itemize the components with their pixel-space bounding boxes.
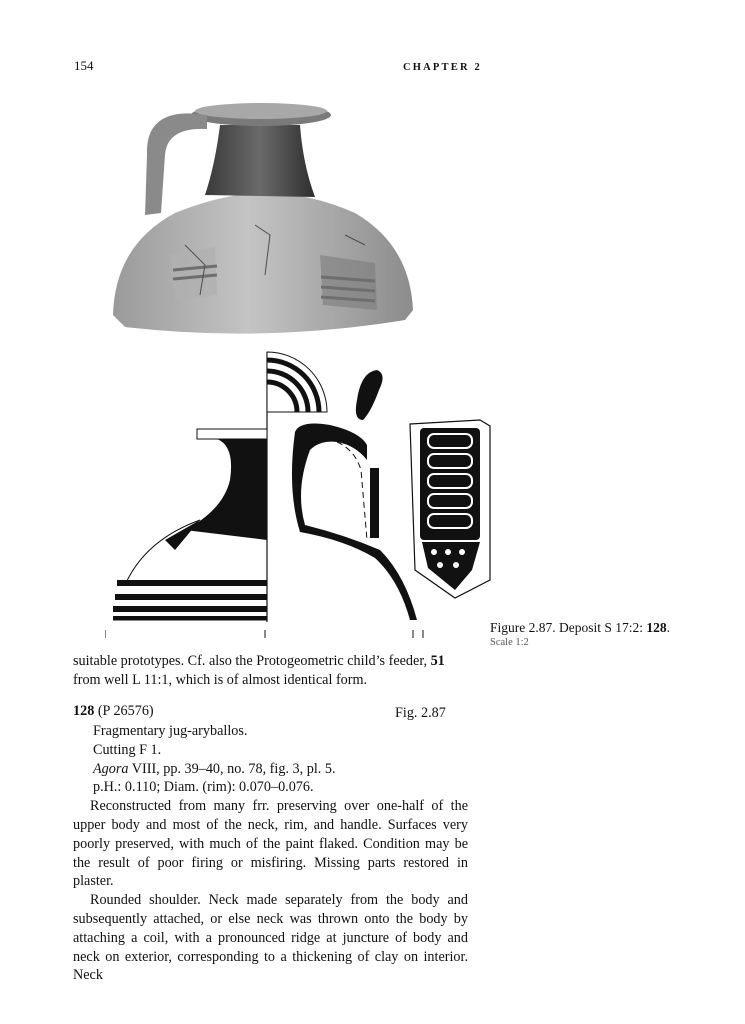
entry-figure-ref: Fig. 2.87	[395, 705, 446, 721]
continuation-text: suitable prototypes. Cf. also the Protogeometric child’s feeder,	[73, 653, 431, 669]
caption-scale: Scale 1:2	[490, 637, 529, 648]
entry-dimensions: p.H.: 0.110; Diam. (rim): 0.070–0.076.	[93, 779, 314, 796]
entry-cutting: Cutting F 1.	[93, 741, 162, 758]
entry-bibliography	[73, 760, 468, 779]
caption-catalog-number: 128	[646, 620, 667, 635]
caption-text: Figure 2.87. Deposit S 17:2:	[490, 620, 647, 635]
continuation-text-end: from well L 11:1, which is of almost identical form.	[73, 671, 368, 688]
entry-description-paragraph: Rounded shoulder. Neck made separately from the body and subsequently attached, or else neck was thrown onto the body by attaching a coil, with a pronounced ridge at juncture of body and neck on exterior, corresponding to a thickening of clay on interior. Neck	[73, 892, 468, 984]
entry-condition-paragraph: Reconstructed from many frr. preserving over one-half of the upper body and most of the neck, rim, and handle. Surfaces very poorly preserved, with much of the paint flaked. Condition may be the result of poor firing or misfiring. Missing parts restored in plaster.	[73, 798, 468, 890]
entry-name: Fragmentary jug-aryballos.	[93, 723, 248, 739]
running-head: CHAPTER 2	[403, 62, 483, 73]
continuation-paragraph	[73, 652, 468, 690]
entry-inventory: (P 26576)	[94, 703, 154, 719]
cross-reference: 51	[430, 653, 445, 669]
page-number: 154	[74, 58, 94, 73]
catalog-entry-body	[73, 722, 468, 985]
bibliography-series: Agora	[93, 760, 129, 777]
figure-caption	[490, 620, 670, 648]
caption-period: .	[666, 620, 671, 635]
profile-drawing	[105, 350, 505, 640]
bibliography-detail: VIII, pp. 39–40, no. 78, fig. 3, pl. 5.	[128, 760, 336, 777]
jug-photograph	[105, 95, 420, 345]
catalog-entry-heading	[73, 702, 468, 721]
entry-number: 128	[73, 703, 95, 719]
